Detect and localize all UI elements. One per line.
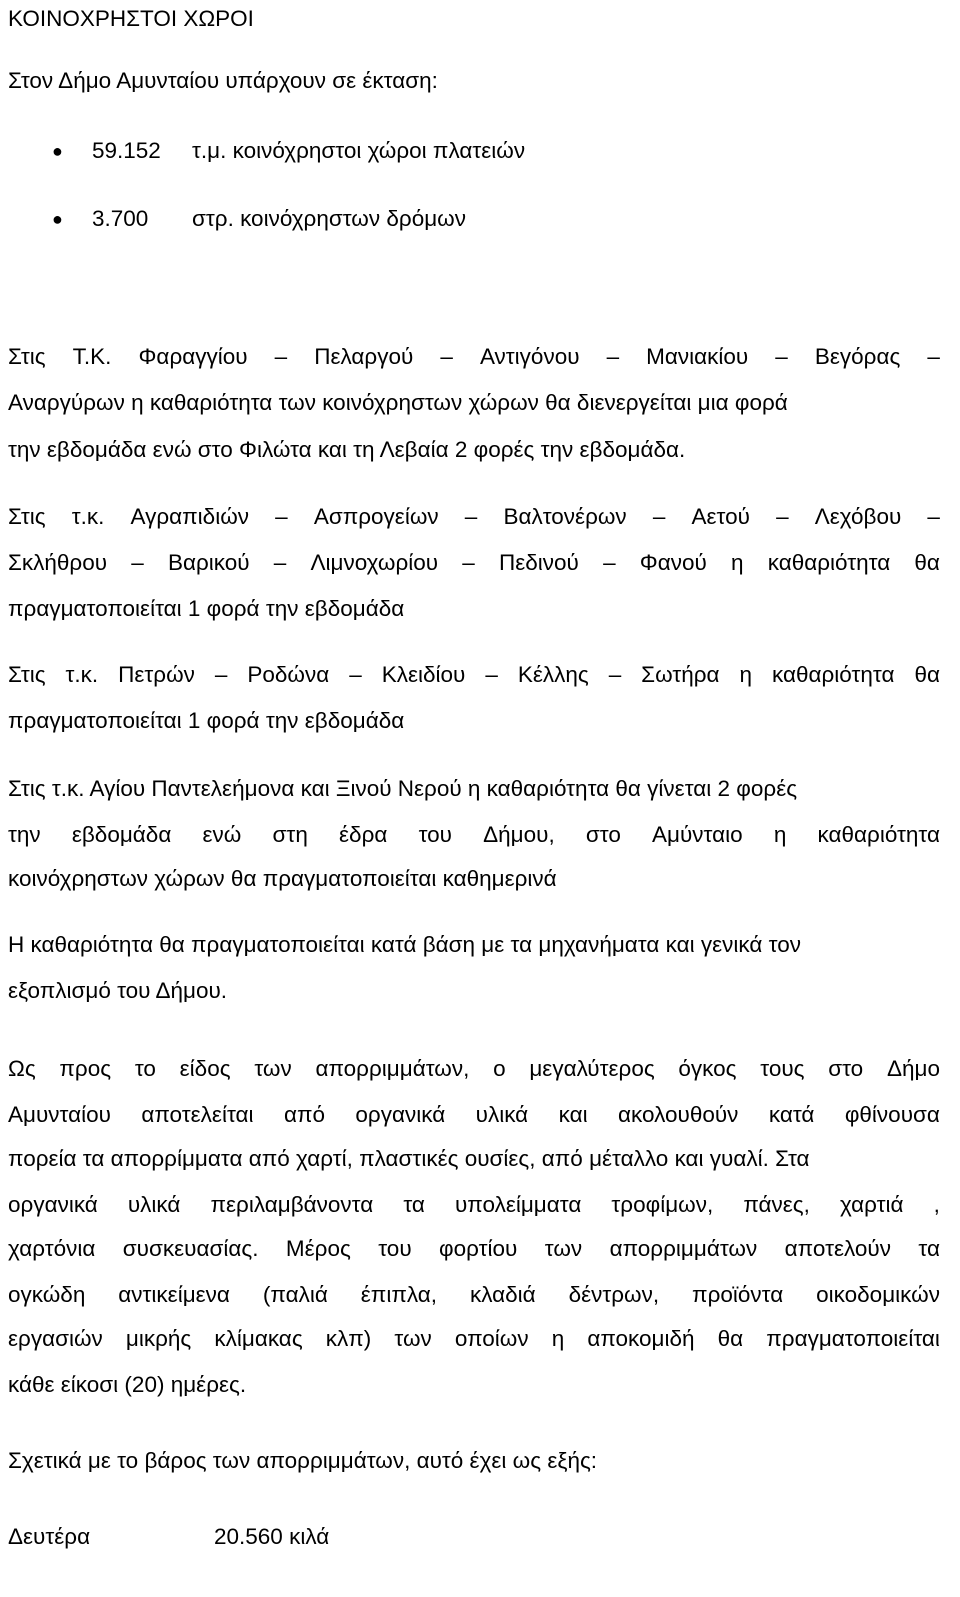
word: αποκομιδή bbox=[587, 1326, 695, 1351]
word: των bbox=[254, 1056, 292, 1081]
paragraph-line: Στις τ.κ. Αγίου Παντελεήμονα και Ξινού Νερού η καθαριότητα θα γίνεται 2 φορές bbox=[8, 776, 798, 801]
word: – bbox=[464, 504, 478, 529]
word: – bbox=[131, 550, 144, 575]
word: πάνες, bbox=[743, 1192, 810, 1217]
word: Αμυνταίου bbox=[8, 1102, 111, 1127]
word: Κλειδίου bbox=[381, 662, 466, 687]
word: φθίνουσα bbox=[844, 1102, 940, 1127]
word: ενώ bbox=[202, 822, 242, 847]
paragraph-line bbox=[8, 1190, 940, 1220]
word: Λιμνοχωρίου bbox=[310, 550, 439, 575]
word: το bbox=[134, 1056, 156, 1081]
word: η bbox=[773, 822, 787, 847]
word: ο bbox=[493, 1056, 506, 1081]
bullet-unit: στρ. κοινόχρηστων δρόμων bbox=[192, 206, 466, 231]
word: καθαριότητα bbox=[817, 822, 940, 847]
word: τα bbox=[403, 1192, 425, 1217]
word: – bbox=[462, 550, 475, 575]
word: μικρής bbox=[125, 1326, 192, 1351]
word: στη bbox=[272, 822, 308, 847]
word: έπιπλα, bbox=[360, 1282, 438, 1307]
word: απορριμμάτων, bbox=[315, 1056, 470, 1081]
word: Βαλτονέρων bbox=[503, 504, 627, 529]
paragraph-line bbox=[8, 1234, 940, 1264]
paragraph-line: εξοπλισμό του Δήμου. bbox=[8, 978, 228, 1003]
word: ογκώδη bbox=[8, 1282, 86, 1307]
word: χαρτιά bbox=[839, 1192, 904, 1217]
word: Σωτήρα bbox=[641, 662, 720, 687]
word: έδρα bbox=[339, 822, 388, 847]
word: Κέλλης bbox=[517, 662, 589, 687]
paragraph-line: Αναργύρων η καθαριότητα των κοινόχρηστων χώρων θα διενεργείται μια φορά bbox=[8, 390, 788, 415]
word: περιλαμβάνοντα bbox=[210, 1192, 374, 1217]
word: οργανικά bbox=[355, 1102, 446, 1127]
word: – bbox=[775, 344, 788, 369]
section-heading: ΚΟΙΝΟΧΡΗΣΤΟΙ ΧΩΡΟΙ bbox=[8, 6, 254, 31]
paragraph-line bbox=[8, 1054, 940, 1084]
word: – bbox=[485, 662, 498, 687]
paragraph-line bbox=[8, 1324, 940, 1354]
word: Βεγόρας bbox=[814, 344, 901, 369]
word: αποτελούν bbox=[784, 1236, 891, 1261]
word: Ασπρογείων bbox=[313, 504, 439, 529]
word: φορτίου bbox=[439, 1236, 518, 1261]
paragraph-line bbox=[8, 342, 940, 372]
word: Στις bbox=[8, 344, 46, 369]
word: – bbox=[927, 504, 940, 529]
word: – bbox=[606, 344, 620, 369]
word: οποίων bbox=[454, 1326, 529, 1351]
word: οικοδομικών bbox=[816, 1282, 940, 1307]
word: οργανικά bbox=[8, 1192, 98, 1217]
word: υλικά bbox=[475, 1102, 529, 1127]
word: τ.κ. bbox=[71, 504, 105, 529]
word: τ.κ. bbox=[65, 662, 99, 687]
word: Μέρος bbox=[285, 1236, 351, 1261]
word: τροφίμων, bbox=[611, 1192, 714, 1217]
word: – bbox=[608, 662, 622, 687]
word: και bbox=[558, 1102, 588, 1127]
word: – bbox=[440, 344, 453, 369]
word: εργασιών bbox=[8, 1326, 103, 1351]
word: πραγματοποιείται bbox=[766, 1326, 940, 1351]
word: Αγραπιδιών bbox=[130, 504, 250, 529]
paragraph-line bbox=[8, 1100, 940, 1130]
word: – bbox=[652, 504, 666, 529]
word: – bbox=[214, 662, 228, 687]
word: είδος bbox=[179, 1056, 231, 1081]
word: – bbox=[776, 504, 789, 529]
paragraph-line: κοινόχρηστων χώρων θα πραγματοποιείται καθημερινά bbox=[8, 866, 557, 891]
word: θα bbox=[914, 550, 940, 575]
word: προϊόντα bbox=[692, 1282, 784, 1307]
bullet-value: 59.152 bbox=[92, 138, 161, 163]
paragraph-line bbox=[8, 548, 940, 578]
word: τους bbox=[760, 1056, 805, 1081]
paragraph-line: πραγματοποιείται 1 φορά την εβδομάδα bbox=[8, 708, 405, 733]
word: συσκευασίας. bbox=[122, 1236, 259, 1261]
word: Πεδινού bbox=[498, 550, 579, 575]
word: η bbox=[739, 662, 753, 687]
intro-text: Στον Δήμο Αμυνταίου υπάρχουν σε έκταση: bbox=[8, 68, 438, 93]
word: η bbox=[551, 1326, 565, 1351]
word: (παλιά bbox=[262, 1282, 328, 1307]
word: Αετού bbox=[691, 504, 750, 529]
word: του bbox=[418, 822, 452, 847]
weight-amount: 20.560 κιλά bbox=[214, 1524, 330, 1549]
word: Τ.Κ. bbox=[72, 344, 112, 369]
word: – bbox=[274, 344, 288, 369]
paragraph-line: πορεία τα απορρίμματα από χαρτί, πλαστικές ουσίες, από μέταλλο και γυαλί. Στα bbox=[8, 1146, 810, 1171]
word: Μανιακίου bbox=[646, 344, 749, 369]
word: Αντιγόνου bbox=[479, 344, 580, 369]
word: τα bbox=[918, 1236, 940, 1261]
bullet-value: 3.700 bbox=[92, 206, 149, 231]
word: Στις bbox=[8, 504, 46, 529]
paragraph-line: Η καθαριότητα θα πραγματοποιείται κατά βάση με τα μηχανήματα και γενικά τον bbox=[8, 932, 801, 957]
word: Πετρών bbox=[118, 662, 195, 687]
word: Βαρικού bbox=[167, 550, 250, 575]
word: Δήμου, bbox=[483, 822, 555, 847]
weight-day: Δευτέρα bbox=[8, 1524, 91, 1549]
word: – bbox=[603, 550, 616, 575]
word: καθαριότητα bbox=[767, 550, 891, 575]
bullet-icon: ● bbox=[52, 209, 63, 229]
word: των bbox=[544, 1236, 583, 1261]
word: των bbox=[394, 1326, 432, 1351]
paragraph-line bbox=[8, 502, 940, 532]
word: , bbox=[933, 1192, 940, 1217]
word: – bbox=[349, 662, 362, 687]
word: αποτελείται bbox=[141, 1102, 254, 1127]
weights-intro: Σχετικά με το βάρος των απορριμμάτων, αυτό έχει ως εξής: bbox=[8, 1448, 598, 1473]
word: ακολουθούν bbox=[618, 1102, 739, 1127]
word: αντικείμενα bbox=[118, 1282, 230, 1307]
word: Δήμο bbox=[886, 1056, 940, 1081]
word: Φαραγγίου bbox=[138, 344, 248, 369]
word: κατά bbox=[768, 1102, 815, 1127]
word: Φανού bbox=[639, 550, 707, 575]
word: – bbox=[273, 550, 287, 575]
word: – bbox=[275, 504, 288, 529]
word: όγκος bbox=[678, 1056, 737, 1081]
paragraph-line bbox=[8, 660, 940, 690]
word: – bbox=[927, 344, 940, 369]
word: θα bbox=[717, 1326, 744, 1351]
word: Σκλήθρου bbox=[8, 550, 108, 575]
word: καθαριότητα bbox=[772, 662, 895, 687]
word: Ως bbox=[8, 1056, 36, 1081]
paragraph-line: κάθε είκοσι (20) ημέρες. bbox=[8, 1372, 247, 1397]
word: μεγαλύτερος bbox=[529, 1056, 655, 1081]
word: υλικά bbox=[127, 1192, 181, 1217]
word: δέντρων, bbox=[568, 1282, 660, 1307]
word: Λεχόβου bbox=[814, 504, 902, 529]
paragraph-line: την εβδομάδα ενώ στο Φιλώτα και τη Λεβαία 2 φορές την εβδομάδα. bbox=[8, 437, 686, 462]
word: κλαδιά bbox=[469, 1282, 536, 1307]
word: υπολείμματα bbox=[454, 1192, 582, 1217]
word: Ροδώνα bbox=[247, 662, 330, 687]
word: απορριμμάτων bbox=[609, 1236, 758, 1261]
paragraph-line: πραγματοποιείται 1 φορά την εβδομάδα bbox=[8, 596, 405, 621]
word: Στις bbox=[8, 662, 46, 687]
bullet-unit: τ.μ. κοινόχρηστοι χώροι πλατειών bbox=[192, 138, 526, 163]
word: του bbox=[378, 1236, 412, 1261]
word: από bbox=[283, 1102, 325, 1127]
word: στο bbox=[585, 822, 621, 847]
word: χαρτόνια bbox=[8, 1236, 96, 1261]
word: θα bbox=[914, 662, 940, 687]
bullet-icon: ● bbox=[52, 141, 63, 161]
word: εβδομάδα bbox=[71, 822, 172, 847]
word: προς bbox=[59, 1056, 112, 1081]
word: κλπ) bbox=[325, 1326, 372, 1351]
word: Αμύνταιο bbox=[652, 822, 743, 847]
word: την bbox=[8, 822, 41, 847]
paragraph-line bbox=[8, 820, 940, 850]
word: Πελαργού bbox=[314, 344, 414, 369]
word: στο bbox=[828, 1056, 864, 1081]
word: η bbox=[731, 550, 744, 575]
paragraph-line bbox=[8, 1280, 940, 1310]
word: κλίμακας bbox=[214, 1326, 303, 1351]
